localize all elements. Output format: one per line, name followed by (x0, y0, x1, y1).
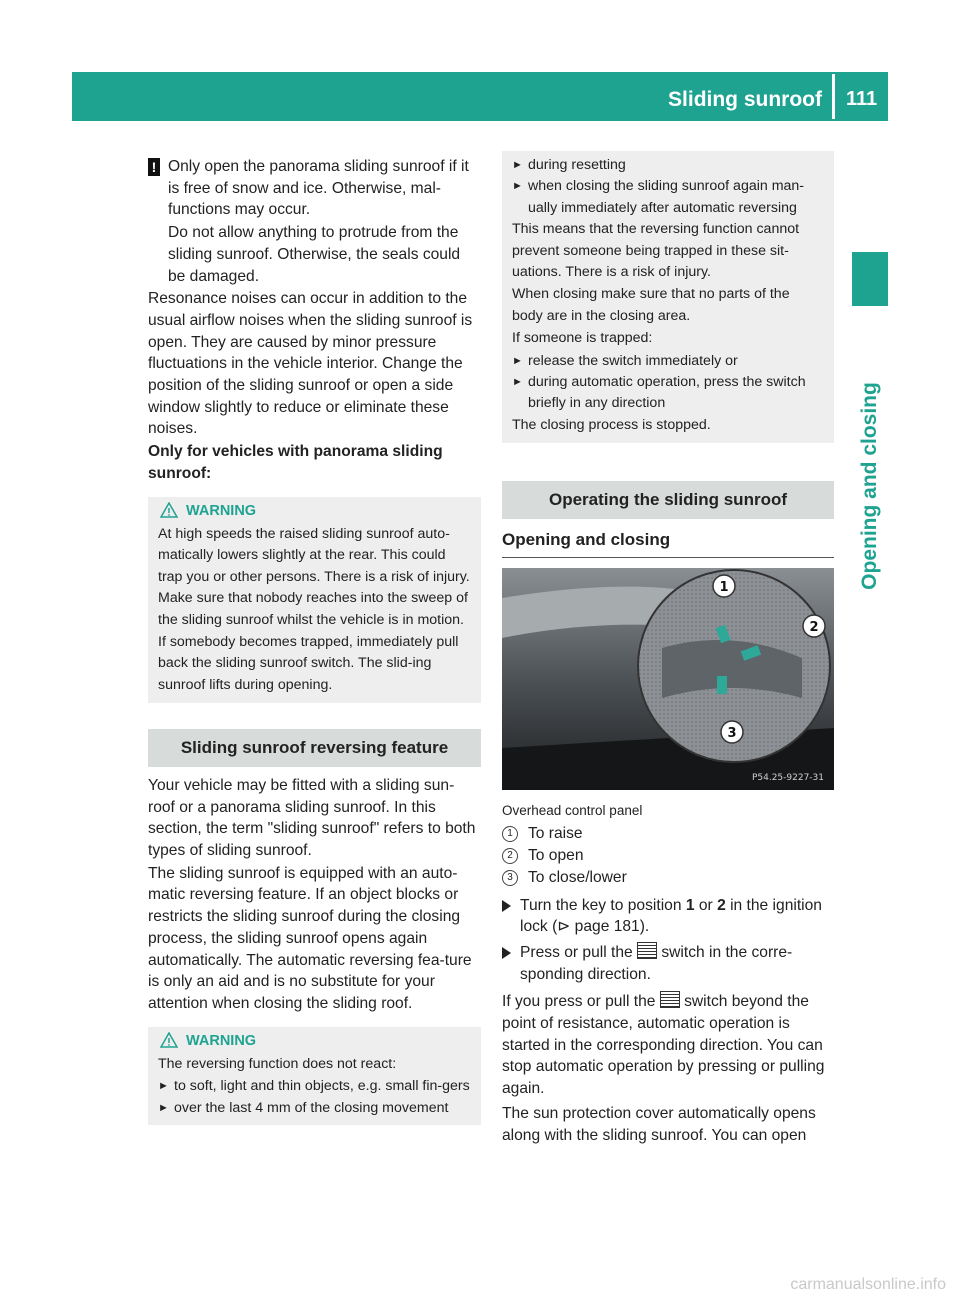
position-1: 1 (685, 896, 695, 914)
warning-text: The closing process is stopped. (512, 416, 711, 433)
list-item (158, 1076, 471, 1097)
callout-number-icon: 2 (502, 848, 518, 864)
bold-heading: Only for vehicles with panorama sliding sunroof: (148, 443, 443, 482)
warning-box-2 (148, 1027, 481, 1126)
list-item-text: release the switch immediately or (528, 352, 738, 369)
page-reference-link[interactable]: page 181). (570, 918, 650, 936)
list-item-text: to soft, light and thin objects, e.g. small fin-gers (174, 1078, 470, 1095)
note-block (148, 156, 481, 287)
callout-number-icon: 1 (502, 826, 518, 842)
left-column (148, 156, 481, 1137)
legend-text: To open (528, 847, 584, 865)
list-item-text: when closing the sliding sunroof again man-ually immediately after automatic reversing (528, 178, 805, 216)
subsection-heading: Opening and closing (502, 529, 834, 558)
body-text: If you press or pull the (502, 993, 660, 1011)
warning-text: This means that the reversing function cannot prevent someone being trapped in these sit-uations. There is a risk of injury. (512, 221, 800, 281)
list-item-text: during resetting (528, 157, 626, 173)
warning-box-continued (502, 151, 834, 443)
side-tab-block (852, 252, 888, 306)
note-paragraph-1: Only open the panorama sliding sunroof if it is free of snow and ice. Otherwise, mal-functions may occur. (168, 158, 469, 219)
warning-label: WARNING (186, 502, 257, 519)
section-heading: Operating the sliding sunroof (502, 481, 834, 519)
callout-3: 3 (727, 725, 737, 741)
list-item (158, 1098, 471, 1119)
legend-text: To close/lower (528, 868, 627, 886)
legend-text: To raise (528, 825, 583, 843)
bullet-icon: ► (158, 1101, 169, 1114)
switch-icon (660, 991, 680, 1008)
overhead-control-panel-photo (502, 568, 834, 790)
callout-number-icon: 3 (502, 870, 518, 886)
note-paragraph-2: Do not allow anything to protrude from the sliding sunroof. Otherwise, the seals could be damaged. (168, 224, 461, 285)
section-heading: Sliding sunroof reversing feature (148, 729, 481, 767)
action-text: or (694, 896, 718, 914)
list-item (512, 155, 824, 176)
bullet-icon: ► (512, 376, 523, 389)
body-paragraph (502, 991, 834, 1100)
exclamation-icon: ! (148, 158, 160, 176)
body-paragraph: Resonance noises can occur in addition to the usual airflow noises when the sliding sunroof is open. They are caused by minor pressure fluctuations in the vehicle interior. Change the position of the sliding sunroof or open a side window slightly to reduce or eliminate these noises. (148, 290, 473, 438)
figure-caption: Overhead control panel (502, 802, 643, 818)
body-paragraph: Your vehicle may be fitted with a sliding sun-roof or a panorama sliding sunroof. In this section, the term "sliding sunroof" refers to both types of sliding sunroof. (148, 776, 476, 860)
warning-text-2: If somebody becomes trapped, immediately pull back the sliding sunroof switch. The slid-ing sunroof lifts during opening. (158, 633, 459, 693)
warning-text: The reversing function does not react: (158, 1056, 397, 1073)
action-text: in the ignition lock ( (520, 896, 822, 936)
header-divider (832, 74, 835, 119)
legend-item (502, 823, 834, 845)
warning-text-1: At high speeds the raised sliding sunroof auto-matically lowers slightly at the rear. This could trap you or other persons. There is a risk of injury. Make sure that nobody reaches into the sweep of the sliding sunroof whilst the vehicle is in motion. (158, 525, 470, 628)
warning-text: When closing make sure that no parts of the body are in the closing area. (512, 286, 790, 324)
warning-label: WARNING (186, 1032, 257, 1049)
side-tab-label: Opening and closing (858, 382, 881, 590)
body-text: switch beyond the point of resistance, automatic operation is started in the corresponding direction. You can stop automatic operation by pressing or pulling again. (502, 993, 825, 1098)
warning-icon (160, 1032, 178, 1048)
warning-heading (158, 501, 471, 522)
bullet-icon: ► (512, 180, 523, 193)
legend-item (502, 845, 834, 867)
action-arrow-icon (502, 947, 511, 959)
bullet-icon: ► (158, 1080, 169, 1093)
warning-heading (158, 1031, 471, 1052)
list-item-text: over the last 4 mm of the closing movement (174, 1099, 449, 1116)
warning-icon (160, 502, 178, 518)
legend-item (502, 867, 834, 889)
list-item (512, 176, 824, 219)
action-step (502, 942, 834, 985)
body-paragraph: The sliding sunroof is equipped with an auto-matic reversing feature. If an object blocks or restricts the sliding sunroof during the closing process, the sliding sunroof opens again automatically. The automatic reversing fea-ture is only an aid and is no substitute for your attention when closing the sliding roof. (148, 864, 472, 1012)
page-title: Sliding sunroof (668, 88, 822, 111)
callout-1: 1 (719, 579, 729, 595)
action-step (502, 895, 834, 938)
list-item (512, 372, 824, 415)
page-number: 111 (846, 88, 878, 110)
position-2: 2 (717, 896, 726, 914)
list-item (512, 351, 824, 372)
bullet-icon: ► (512, 159, 523, 171)
callout-2: 2 (809, 619, 819, 635)
right-column (502, 151, 834, 1147)
body-paragraph: The sun protection cover automatically opens along with the sliding sunroof. You can open (502, 1104, 816, 1144)
warning-text: If someone is trapped: (512, 330, 653, 347)
bullet-icon: ► (512, 354, 523, 367)
action-arrow-icon (502, 900, 511, 912)
action-text: switch in the corre-sponding direction. (520, 943, 793, 983)
list-item-text: during automatic operation, press the switch briefly in any direction (528, 374, 806, 412)
page-ref-icon: ⊳ (557, 918, 571, 936)
photo-code: P54.25-9227-31 (751, 772, 824, 783)
watermark: carmanualsonline.info (790, 1276, 946, 1293)
action-text: Press or pull the (520, 943, 638, 961)
warning-box-1 (148, 497, 481, 704)
switch-icon (637, 942, 657, 959)
action-text: Turn the key to position (520, 896, 686, 914)
